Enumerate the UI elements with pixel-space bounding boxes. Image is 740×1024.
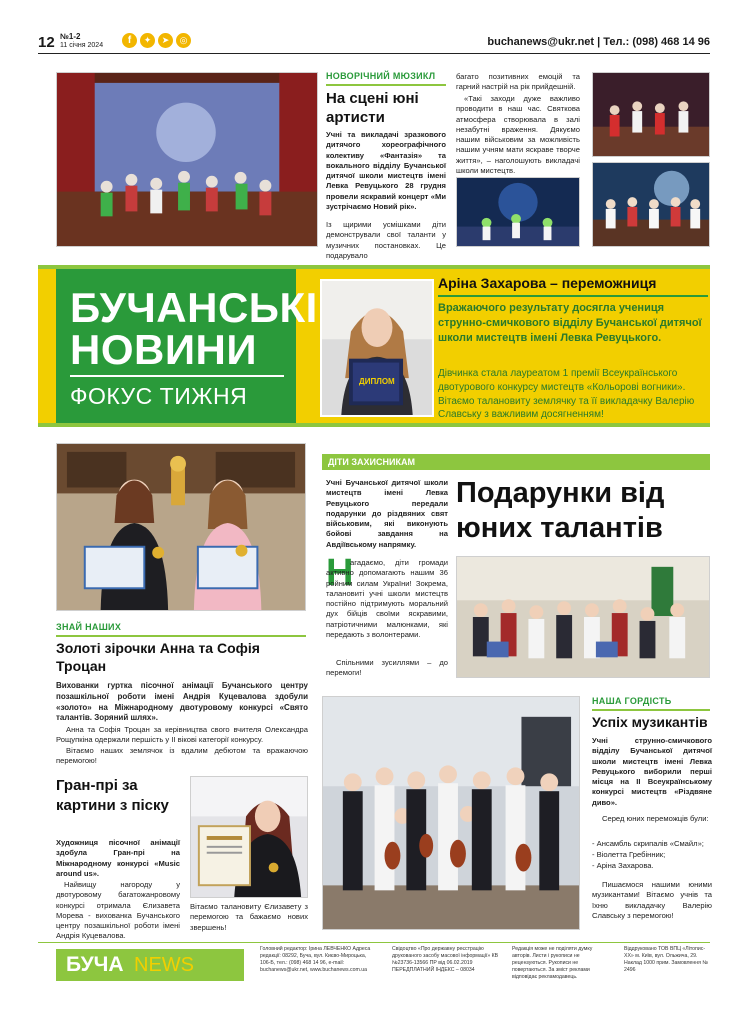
article-paragraph-stars-2: Вітаємо наших землячок із вдалим дебютом та вражаючою перемогою! bbox=[56, 746, 308, 766]
article-paragraph-defenders-1: агадаємо, діти громади активно допомагають нашим 36 ройним силам України! Зокрема, талановиті учні школи мистецтв постійно підтримують моральний дух бійців своїми яскравими, патріотичними малюнками, які передають з волонтерами. bbox=[326, 558, 448, 639]
banner-title-line2: НОВИНИ bbox=[70, 326, 258, 373]
diploma-label: ДИПЛОМ bbox=[359, 377, 395, 386]
dancers-photo-top bbox=[592, 72, 710, 157]
banner-title-line1: БУЧАНСЬКІ bbox=[70, 284, 318, 331]
contact-info: buchanews@ukr.net | Тел.: (098) 468 14 96 bbox=[487, 36, 710, 48]
winners-list-item: - Ансамбль скрипалів «Смайл»; bbox=[592, 839, 704, 848]
dancers-photo-bottom bbox=[592, 162, 710, 247]
social-icons bbox=[122, 33, 191, 48]
article-paragraph-pride-1: Серед юних переможців були: bbox=[602, 814, 709, 823]
footer-registration-info: Свідоцтво «Про державну реєстрацію друкованого засобу масової інформації» КВ №23736-13566 ПР від 06.02.2019 ПЕРЕДПЛАТНИЙ ІНДЕКС – 08034 bbox=[392, 946, 499, 974]
arina-portrait-photo bbox=[320, 279, 434, 417]
banner-lead: Вражаючого результату досягла учениця струнно-смичкового відділу Бучанської дитячої школи мистецтв імені Левка Ревуцького. bbox=[438, 302, 702, 345]
article-paragraph-musical-1: Із щирими усмішками діти демонстрували свої таланти у музичних постановках. Це подарувало bbox=[326, 220, 446, 260]
concert-stage-photo bbox=[56, 72, 318, 247]
section-label-defenders-bar bbox=[322, 454, 710, 470]
issue-date: 11 січня 2024 bbox=[60, 42, 104, 49]
winner-name: Віолетта Гребінник; bbox=[596, 850, 666, 859]
article-title-pride: Успіх музикантів bbox=[592, 714, 708, 730]
article-lead-stars: Вихованки гуртка пісочної анімації Бучанського центру позашкільної роботи імені Андрія Куцевалова здобули «золото» на Міжнародному двотуровому конкурсі «Свято талантів. Зоряний шлях». bbox=[56, 681, 308, 723]
article-lead-defenders: Учні Бучанської дитячої школи мистецтв імені Левка Ревуцького передали подарунки до різдвяних свят військовим, які виконують бойові завдання на Авдіївському напрямку. bbox=[326, 478, 448, 549]
article-paragraph-defenders-2: Спільними зусиллями – до перемоги! bbox=[326, 658, 448, 678]
winner-name: Ансамбль скрипалів «Смайл»; bbox=[596, 839, 704, 848]
winner-name: Аріна Захарова. bbox=[596, 861, 654, 870]
header bbox=[38, 30, 710, 54]
trotsan-sisters-photo bbox=[56, 443, 306, 611]
telegram-icon[interactable]: ➤ bbox=[158, 33, 173, 48]
issue-number: №1-2 bbox=[60, 32, 81, 41]
article-title-defenders: Подарунки від юних талантів bbox=[456, 477, 665, 544]
gifts-group-photo bbox=[456, 556, 710, 678]
article-title-sand: Гран-прі за картини з піску bbox=[56, 777, 169, 814]
instagram-icon[interactable]: ◎ bbox=[176, 33, 191, 48]
musicians-group-photo bbox=[322, 696, 580, 930]
article-paragraph-musical-2: багато позитивних емоцій та гарний настрій на рік прийдешній. bbox=[456, 72, 580, 92]
footer-logo-part-a: БУЧА bbox=[66, 953, 124, 976]
facebook-icon[interactable]: f bbox=[122, 33, 137, 48]
photo-caption-sand: Вітаємо талановиту Єлизавету з перемогою та бажаємо нових звершень! bbox=[190, 902, 308, 932]
winners-list-item: - Аріна Захарова. bbox=[592, 861, 654, 870]
article-title-musical: На сцені юні артисти bbox=[326, 90, 419, 126]
banner-subtitle: ФОКУС ТИЖНЯ bbox=[70, 383, 248, 409]
article-title-stars: Золоті зірочки Анна та Софія Троцан bbox=[56, 640, 260, 674]
footer-logo bbox=[56, 949, 244, 981]
winners-list-item: - Віолетта Гребінник; bbox=[592, 850, 666, 859]
banner-text: Дівчинка стала лауреатом 1 премії Всеукраїнського двотурового конкурсу мистецтв «Кольорові вогники». Вітаємо талановиту землячку та її викладачку Валерію Славську з важливим досягненням! bbox=[438, 368, 695, 421]
article-lead-pride: Учні струнно-смичкового відділу Бучанської дитячої школи мистецтв імені Левка Ревуцького виборили перші місця на ІІ Всеукраїнському конкурсі мистецтв «Різдвяне диво». bbox=[592, 736, 712, 807]
article-paragraph-stars-1: Анна та Софія Троцан за керівництва свого вчителя Олександра Рощупкіна одержали першість у ІІ вікові категорії конкурсу. bbox=[56, 725, 308, 745]
dropcap-defenders: Н bbox=[326, 552, 354, 594]
concert-performance-photo bbox=[456, 177, 580, 247]
footer-editorial-info: Головний редактор: Ірина ЛЕВЧЕНКО Адреса редакції: 08292, Бучa, вул. Києво-Мироцька, 106-Б, тел.: (098) 468 14 96, e-mail: buchanews@ukr.net, www.buchanews.com.ua bbox=[260, 946, 371, 974]
section-label-stars: ЗНАЙ НАШИХ bbox=[56, 622, 306, 637]
footer-printing-info: Віддруковано ТОВ ВПЦ «Літопис-ХХ» м. Київ, вул. Ольжича, 29. Наклад 1000 прим. Замовлення № 2496 bbox=[624, 946, 708, 974]
footer-disclaimer: Редакція може не поділяти думку авторів. Листи і рукописи не рецензуються. Рукописи не повертаються. За зміст реклами відповідає рекламодавець. bbox=[512, 946, 593, 981]
page-number: 12 bbox=[38, 34, 55, 51]
article-lead-musical: Учні та викладачі зразкового дитячого хореографічного колективу «Фантазія» та вокального відділу Бучанської дитячої школи мистецтв імені Левка Ревуцького 28 грудня провели яскравий концерт «Ми зустрічаємо Новий рік». bbox=[326, 130, 446, 211]
section-label-defenders: ДІТИ ЗАХИСНИКАМ bbox=[328, 457, 415, 467]
article-paragraph-sand: Найвищу нагороду у двотуровому багатожанровому конкурсі отримала Єлизавета Морева - вихованка Бучанського центру позашкільної роботи імені Андрія Куцевалова. bbox=[56, 880, 180, 941]
article-paragraph-musical-3: «Такі заходи дуже важливо проводити в наш час. Святкова атмосфера створювала в залі незабутні враження. Дякуємо нашим військовим за можливість нашим учням мати яскраве творче життя», – наголошують викладачі школи мистецтв. bbox=[456, 94, 580, 175]
twitter-icon[interactable]: ✦ bbox=[140, 33, 155, 48]
section-label-musical: НОВОРІЧНИЙ МЮЗИКЛ bbox=[326, 71, 446, 86]
footer-logo-part-b: NEWS bbox=[134, 954, 194, 976]
winners-list bbox=[592, 838, 712, 871]
banner-divider bbox=[70, 375, 284, 377]
banner-headline: Аріна Захарова – переможниця bbox=[438, 275, 708, 297]
focus-banner bbox=[38, 265, 710, 427]
article-paragraph-pride-2: Пишаємося нашими юними музикантами! Вітаємо учнів та їхню викладачку Валерію Славську з перемогою! bbox=[592, 880, 712, 920]
footer bbox=[38, 942, 710, 986]
yelyzaveta-photo bbox=[190, 776, 308, 898]
section-label-pride: НАША ГОРДІСТЬ bbox=[592, 696, 710, 711]
article-lead-sand: Художниця пісочної анімації здобула Гран-прі на Міжнародному конкурсі «Music around us». bbox=[56, 838, 180, 878]
